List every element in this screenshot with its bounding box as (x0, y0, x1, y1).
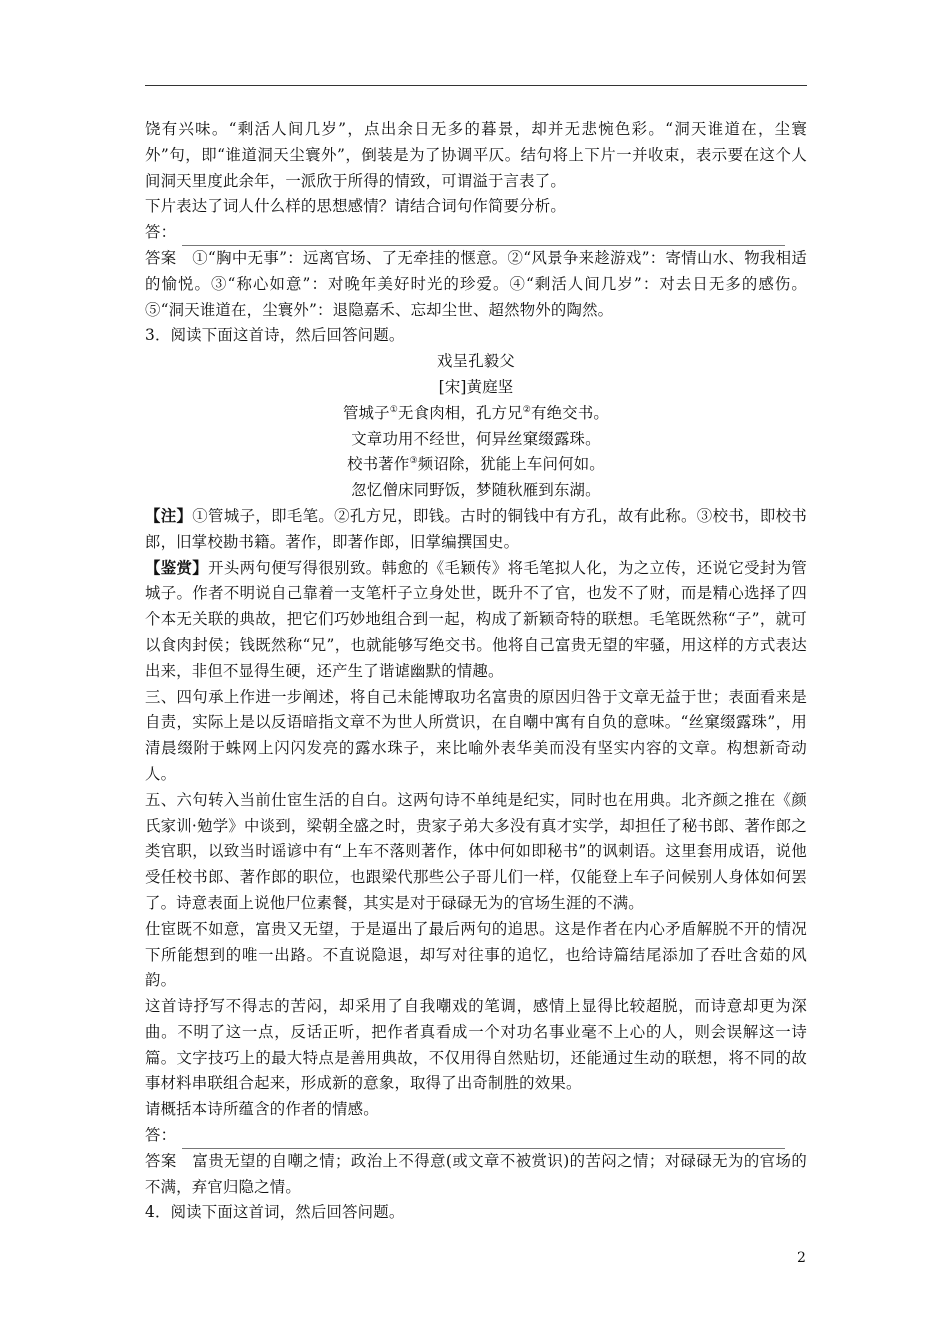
answer-label: 答： (145, 1126, 177, 1145)
poem-line-4: 忽忆僧床同野饭，梦随秋雁到东湖。 (351, 481, 601, 500)
notes-label: 【注】 (145, 506, 193, 525)
poem-line-1 (145, 401, 807, 427)
poem-line-1-part-a: 管城子 (342, 403, 390, 422)
appreciation-label: 【鉴赏】 (145, 558, 209, 577)
answer-label: 答： (145, 223, 177, 242)
appreciation-paragraph-2: 三、四句承上作进一步阐述，将自己未能博取功名富贵的原因归咎于文章无益于世；表面看来是自责，实际上是以反语暗指文章不为世人所赏识，在自嘲中寓有自负的意味。“丝窠缀露珠”，用清晨缀附于蛛网上闪闪发亮的露水珠子，来比喻外表华美而没有坚实内容的文章。构想新奇动人。 (145, 687, 807, 783)
poem-line-1-part-b: 无食肉相，孔方兄 (398, 403, 523, 422)
appreciation-text-1: 开头两句便写得很别致。韩愈的《毛颖传》将毛笔拟人化，为之立传，还说它受封为管城子。作者不明说自己靠着一支笔杆子立身处世，既升不了官，也发不了财，而是精心选择了四个本无关联的典故，把它们巧妙地组合到一起，构成了新颖奇特的联想。毛笔既然称“子”，就可以食肉封侯；钱既然称“兄”，也就能够写绝交书。他将自己富贵无望的牢骚，用这样的方式表达出来，非但不显得生硬，还产生了谐谑幽默的情趣。 (145, 558, 807, 680)
poem-line-1-part-c: 有绝交书。 (531, 403, 610, 422)
question-3-intro: 3．阅读下面这首诗，然后回答问题。 (145, 326, 405, 345)
paragraph-commentary-end: 饶有兴味。“剩活人间几岁”，点出余日无多的暮景，却并无悲惋色彩。“洞天谁道在，尘寰外”句，即“谁道洞天尘寰外”，倒装是为了协调平仄。结句将上下片一并收束，表示要在这个人间洞天里度此余年，一派欣于所得的情致，可谓溢于言表了。 (145, 120, 807, 190)
answer-3-text: 答案 富贵无望的自嘲之情；政治上不得意(或文章不被赏识)的苦闷之情；对碌碌无为的官场的不满，弃官归隐之情。 (145, 1151, 807, 1196)
document-body (145, 117, 807, 1226)
poem-line-3 (145, 452, 807, 478)
appreciation-paragraph-4: 仕宦既不如意，富贵又无望，于是逼出了最后两句的追思。这是作者在内心矛盾解脱不开的情况下所能想到的唯一出路。不直说隐退，却写对往事的追忆，也给诗篇结尾添加了吞吐含茹的风韵。 (145, 919, 807, 990)
footnote-marker-2: ② (522, 404, 532, 415)
poem-line-3-part-b: 频诏除，犹能上车问何如。 (417, 455, 605, 474)
question-4-intro: 4．阅读下面这首词，然后回答问题。 (145, 1203, 405, 1222)
header-rule (145, 85, 807, 86)
poem (145, 349, 807, 504)
appreciation-paragraph-1 (145, 556, 807, 685)
appreciation-paragraph-5: 这首诗抒写不得志的苦闷，却采用了自我嘲戏的笔调，感情上显得比较超脱，而诗意却更为深曲。不明了这一点，反话正听，把作者真看成一个对功名事业毫不上心的人，则会误解这一诗篇。文字技巧上的最大特点是善用典故，不仅用得自然贴切，还能通过生动的联想，将不同的故事材料串联组合起来，形成新的意象，取得了出奇制胜的效果。 (145, 997, 807, 1093)
answer-blank-1 (145, 220, 807, 246)
footnote-marker-3: ③ (409, 456, 418, 467)
poem-line-2: 文章功用不经世，何异丝窠缀露珠。 (351, 429, 601, 448)
notes-text: ①管城子，即毛笔。②孔方兄，即钱。古时的铜钱中有方孔，故有此称。③校书，即校书郎，旧掌校勘书籍。著作，即著作郎，旧掌编撰国史。 (145, 506, 807, 551)
poem-notes (145, 504, 807, 556)
footnote-marker-1: ① (389, 404, 399, 415)
page-number: 2 (797, 1250, 806, 1266)
answer-underline (182, 1130, 785, 1149)
answer-blank-2 (145, 1123, 807, 1149)
answer-underline (182, 227, 785, 246)
answer-2-text: 答案 ①“胸中无事”：远离官场、了无牵挂的惬意。②“风景争来趁游戏”：寄情山水、物我相适的愉悦。③“称心如意”：对晚年美好时光的珍爱。④“剩活人间几岁”：对去日无多的感伤。⑤“洞天谁道在，尘寰外”：退隐嘉禾、忘却尘世、超然物外的陶然。 (145, 248, 807, 319)
question-3-prompt: 请概括本诗所蕴含的作者的情感。 (145, 1100, 379, 1119)
appreciation-paragraph-3: 五、六句转入当前仕宦生活的自白。这两句诗不单纯是纪实，同时也在用典。北齐颜之推在《颜氏家训·勉学》中谈到，梁朝全盛之时，贵家子弟大多没有真才实学，却担任了秘书郎、著作郎之类官职，以致当时谣谚中有“上车不落则著作，体中何如即秘书”的讽刺语。这里套用成语，说他受任校书郎、著作郎的职位，也跟梁代那些公子哥儿们一样，仅能登上车子问候别人身体如何罢了。诗意表面上说他尸位素餐，其实是对于碌碌无为的官场生涯的不满。 (145, 790, 807, 912)
poem-title: 戏呈孔毅父 (437, 352, 515, 371)
poem-line-3-part-a: 校书著作 (347, 455, 410, 474)
poem-author: [宋]黄庭坚 (438, 377, 514, 396)
question-2-prompt: 下片表达了词人什么样的思想感情？请结合词句作简要分析。 (145, 197, 566, 216)
